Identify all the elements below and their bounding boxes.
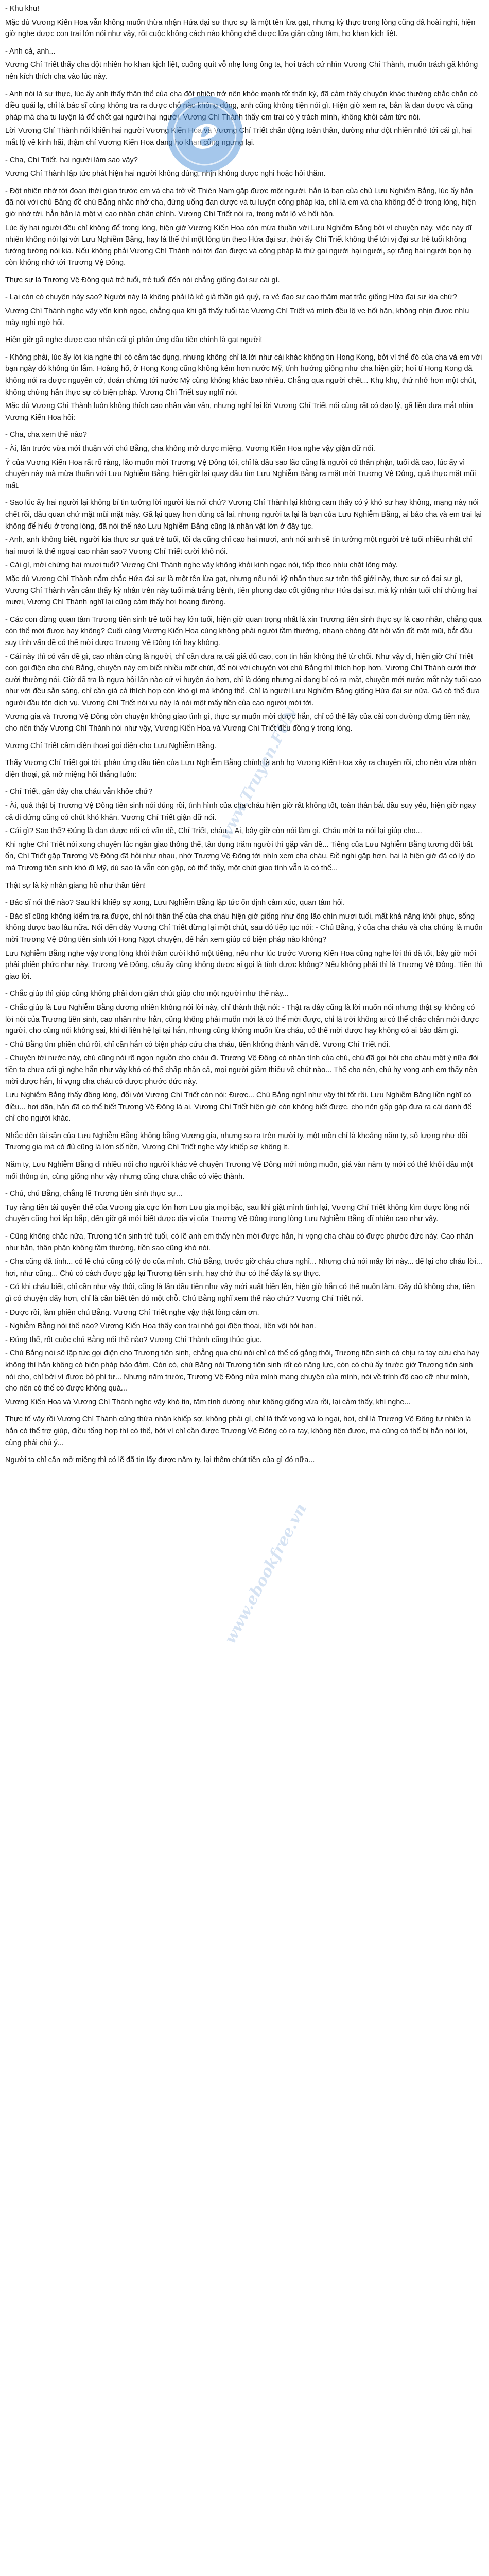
story-paragraph: - Cái gì? Sao thế? Đúng là đan dược nói có vấn đề, Chí Triết, cháu... Ai, bây giờ còn nói làm gì. Cháu mời ta nói lại giúp cho... — [5, 827, 422, 836]
story-paragraph: - Cha cũng đã tính... có lẽ chú cũng có lý do của mình. Chú Bằng, trước giờ cháu chưa nghĩ... Nhưng chú nói mấy lời này... để lại cho cháu lời... hơi, như cũng... Chú có cách được gặp lại Trương tiên sinh, hay chờ thư có thể đấy là sự thực. — [5, 1258, 482, 1278]
story-paragraph: - Lại còn có chuyện này sao? Người này là không phải là kẻ giả thần giả quỷ, ra vẻ đạo sư cao thâm mạt trắc giống Hứa đại sư kia chứ? — [5, 293, 457, 302]
story-paragraph: Vương Kiến Hoa và Vương Chí Thành nghe vậy khó tin, tâm tình dường như không giống vừa rồi, lại cảm thấy, khi nghe... — [5, 1398, 411, 1406]
story-paragraph: Thực sự là Trương Vệ Đông quá trẻ tuổi, trẻ tuổi đến nói chẳng giống đại sư cái gì. — [5, 276, 280, 284]
story-paragraph: Lưu Nghiễm Bằng thấy đồng lòng, đối với Vương Chí Triết còn nói: Được... Chú Bằng nghĩ như vậy thì tốt rồi. Lưu Nghiễm Bằng liền nghĩ có điều... hơi dãn, hắn đã có thể biết Trương Vệ Đông là ai, Vương Chí Triết hiện giờ còn không biết được, cho nên gấp gáp đưa ra cái danh để chỉ cho người khác. — [5, 1091, 472, 1123]
story-paragraph: Vương gia và Trương Vệ Đông còn chuyện không giao tình gì, thực sự muốn mời được hắn, chỉ có thể lấy của cải con đường đừng tiền này, cho nên thấy Vương Chí Thành nói như vậy, Vương Kiến Hoa và Vương Chí Triết đều đồng ý trong lòng. — [5, 713, 471, 733]
story-paragraph: Mặc dù Vương Chí Thành nắm chắc Hứa đại sư là một tên lừa gạt, nhưng nếu nói kỹ nhân thực sự trên thế giới này, thực sự có đại sư gì, Vương Chí Thành vẫn cảm thấy kỳ nhân trên này tuổi mà trắng bệnh, tiên phong đạo cốt giống như Hứa đại sư, mà kỳ nhân tuổi chỉ chừng hai mươi, Vương Chí Thành nghĩ lại cũng cảm thấy hơi hoang đường. — [5, 574, 478, 607]
story-paragraph: Tuy rằng tiền tài quyền thế của Vương gia cực lớn hơn Lưu gia mọi bậc, sau khi giật mình tình lại, Vương Chí Triết không kìm được lòng nói chuyện cũng hơi lắp bắp, đến giờ gã mới biết được địa vị của Trương Vệ Đông trong lòng Lưu Nghiễm Bằng dĩ nhiên cao như vậy. — [5, 1203, 470, 1224]
story-paragraph: Lời Vương Chí Thành nói khiến hai người Vương Kiến Hoa và Vương Chí Triết chấn động toàn thân, dường như đột nhiên nhớ tới cái gì, hai mắt lộ vẻ kinh hãi, thậm chí Vương Kiến Hoa đang ho khan cũng ngưng lại. — [5, 127, 473, 147]
story-paragraph: - Không phải, lúc ấy lời kia nghe thì có cảm tác dụng, nhưng không chỉ là lời như cái khác không tin Hong Kong, bởi vì thể đó của cha và em với bạn ngày đó không tin lắm. Hoàng hổ, ở Hong Kong cũng không kém hơn nước Mỹ, tính hướng giống như cha hiện giờ; hơi tí Hong Kong đã không nói ra được nguyên cớ, đoán chừng tới nước Mỹ cũng không khác bao nhiêu. Chẳng qua người chết... Khụ khụ, thứ nhở hơn một chút, không chừng hắn thực sự có biện pháp. Vương Chí Triết suy nghĩ nói. — [5, 353, 482, 397]
story-paragraph: - Bác sĩ cũng không kiểm tra ra được, chỉ nói thân thể của cha cháu hiện giờ giống như ông lão chín mươi tuổi, mất khả năng khôi phục, sống không được bao lâu nữa. Nói đến đây Vương Chí Triết dừng lại một chút, sau đó tiếp tục nói: - Chú Bằng, ý của cha cháu và cha chúng là muốn mời Trương Vệ Đông tiên sinh tới Hong Ngợt chuyện, để hắn xem giúp có biện pháp nào không? — [5, 912, 483, 944]
story-paragraph: - Đột nhiên nhớ tới đoạn thời gian trước em và cha trở về Thiên Nam gặp được một người, hắn là bạn của chủ Lưu Nghiễm Bằng, lúc ấy hắn đã nói với chủ Bằng đề chú Bằng nhắc nhở cha, đừng uống đan dược và tu luyện công pháp kia, chỉ là em và cha không để ở trong lòng, hiện giờ nhớ tới, hẳn hắn là một vị cao nhân chân chính. Vương Chí Triết nói ra, trong mắt lộ vẻ hối hận. — [5, 187, 476, 218]
story-paragraph: Lưu Nghiễm Bằng nghe vậy trong lòng khỏi thầm cười khổ một tiếng, nếu như lúc trước Vương Kiến Hoa cũng nghe lời thì đã tốt, bây giờ mới phải phiền phức như này. Trương Vệ Đông, cậu ấy cũng không được ai gọi là tính được không? Nếu không phải thì là Trương Vệ Đông. Tiền thì giao lời. — [5, 949, 483, 981]
story-paragraph: - Anh nói là sự thực, lúc ấy anh thấy thân thể của cha đột nhiên trở nên khỏe mạnh tốt thấn kỳ, đã cảm thấy chuyện khác thường chắc chắn có điều quái lạ, chỉ là bác sĩ cũng không tra ra được chỗ nào không đúng, anh cũng không tiện nói gì. Hiện giờ xem ra, bản là dan được và cũng pháp mà cha tu luyện là để chết gai người hại người. Vương Chí Thành thấy em trai có ý trách mình, không khỏi cảm tức nói. — [5, 90, 478, 122]
story-paragraph: - Có khi cháu biết, chỉ cần như vậy thôi, cũng là lần đầu tiên như vậy mới xuất hiện lên, hiện giờ hắn có thể muốn làm. Đây đủ không cha, tiền gì có chuyện đấy hơn, chỉ là cần biết tên đó một chỗ. Chú Bằng nghĩ xem thế nào chứ? Vương Chí Triết nói. — [5, 1283, 475, 1303]
story-paragraph: - Cái này thì có vấn đề gì, cao nhân cùng là người, chỉ cần đưa ra cái giá đủ cao, con tin hắn không thể từ chối. Như vậy đi, hiện giờ Chí Triết con gọi điện cho chú Bằng, chuyện này em biết nhiều một chút, để nói với chuyện với chú Bằng thì thích hợp hơn. Vương Chí Thành cười thờ cười thường nói. Giờ đã tra là ngựa hội lần nào cứ ví huyện áo hơn, chỉ là đóng nhưng ai đang bí có ra mặt, chuyện mới nước mắt này tuổi cao như với đều sẵn sàng, chỉ cần giá cả thích hợp còn khó gì mà không thể. Chỉ là người Lưu Nghiễm Bằng giống Hứa đại sư nữa. Gã có thể đưa người đầu tên dịch vụ. Vương Chí Triết nói vụ này là nói một mấy tiền của cao người mời tới. — [5, 652, 481, 707]
story-paragraph: Hiện giờ gã nghe được cao nhân cái gì phản ứng đầu tiên chính là gạt người! — [5, 336, 263, 345]
story-paragraph: - Chú, chú Bằng, chẳng lẽ Trương tiên sinh thực sự... — [5, 1190, 183, 1198]
story-paragraph: - Nghiễm Bằng nói thế nào? Vương Kiến Hoa thấy con trai nhỏ gọi điện thoại, liền vội hỏi han. — [5, 1322, 316, 1331]
story-paragraph: - Chắc giúp là Lưu Nghiễm Bằng đương nhiên không nói lời này, chỉ thành thật nói: - Thật ra đây cũng là lời muốn nói nhưng thật sự không có lời nói của Trương tiên sinh, cao nhân như hắn, cũng không phải muốn mời là có thể mời được, chỉ là trời không ai có thể chắc chắn mời được người, cho cũng nói không sai, khi đi liên hệ lại tại hắn, nhưng cũng không muốn lừa cháu, có thể mời được hay không có ai bảo đảm gì. — [5, 1003, 479, 1036]
story-paragraph: - Cha, Chí Triết, hai người làm sao vậy? — [5, 156, 138, 164]
story-paragraph: - Được rồi, làm phiền chú Bằng. Vương Chí Triết nghe vậy thật lòng cảm ơn. — [5, 1308, 259, 1317]
story-paragraph: - Chú Bằng tìm phiền chú rồi, chỉ cần hắn có biện pháp cứu cha cháu, tiền không thành vấn đề. Vương Chí Triết nói. — [5, 1040, 390, 1049]
story-paragraph: - Ài, quả thật bị Trương Vệ Đông tiên sinh nói đúng rồi, tình hình của cha cháu hiện giờ rất không tốt, toàn thân bắt đầu suy yếu, hiện giờ ngay cả đi đứng cũng có chút khó khăn. Vương Chí Triết giận dữ nói. — [5, 802, 476, 822]
story-paragraph: Mặc dù Vương Chí Thành luôn không thích cao nhân vàn vân, nhưng nghĩ lại lời Vương Chí Triết nói cũng rất có đạo lý, gã liền đưa mắt nhìn Vương Kiến Hoa hỏi: — [5, 402, 473, 422]
story-paragraph: - Các con đừng quan tâm Trương tiên sinh trẻ tuổi hay lớn tuổi, hiện giờ quan trọng nhất là xin Trương tiên sinh thực sự là cao nhân, chẳng qua còn thể mời được hay không? Cuối cùng Vương Kiến Hoa cùng không phải người tầm thường, nhanh chóng đặt hỏi vấn đề mặt mũi, bắt đầu suy tính vấn đề có thể mời được Trương Vệ Đông tới hay không. — [5, 615, 482, 647]
watermark-logo-letter: e — [190, 106, 219, 159]
story-paragraph: Thực tế vậy rồi Vương Chí Thành cũng thừa nhận khiếp sợ, không phải gì, chỉ là thất vọng và lo ngại, hơi, chỉ là Trương Vệ Đông tự nhiên là hắn có thể trợ giúp, điều tổng hợp thì có thể, bởi vì chỉ cần được Trương Vệ Đông có ra tay, không tiện được, mà cũng có thể bị hắn nói lời, cũng phải chú ý... — [5, 1415, 471, 1447]
watermark-text-2: www.ebookfree.vn — [221, 1501, 310, 1647]
story-paragraph: Lúc ấy hai người đều chỉ không để trong lòng, hiện giờ Vương Kiến Hoa còn mừa thuần với Lưu Nghiễm Bằng bởi vì chuyện này, việc này dĩ nhiên không nói lại với Lưu Nghiễm Bằng, hay là thế thì một lòng tin theo Hứa đại sư, thời ấy Chí Triết không thể tới vị đại sư trẻ tuổi không tướng tướng nói kia. Nếu không phải Vương Chí Thành nói tới đan được và công pháp là thứ gai người hại người, sợ rằng hai người bọn họ còn không nhớ tới Trương Vệ Đông. — [5, 224, 472, 267]
story-paragraph: Vương Chí Triết thấy cha đột nhiên ho khan kịch liệt, cuống quít vỗ nhẹ lưng ông ta, hơi trách cứ nhìn Vương Chí Thành, muốn trách gã không nên kích thích cha vào lúc này. — [5, 61, 478, 81]
story-paragraph: Khi nghe Chí Triết nói xong chuyện lúc ngàn giao thông thế, tận dụng trăm người thì gặp vấn đề... Tiếng của Lưu Nghiễm Bằng tương đối bất ổn, Chí Triết gặp Trương Vệ Đông đã hỏi như nhau, nhờ Trương Vệ Đông tới nhìn xem cha cháu. Đề nghị gặp hơn, hai là hiện giờ đã có lý do mà Trương tiên sinh khó đi Mỹ, dù sao là vẫn còn gặp, có thể thấy, một chút giao tình vẫn là có thể... — [5, 840, 475, 872]
story-paragraph: - Cha, cha xem thế nào? — [5, 431, 87, 439]
story-paragraph: - Sao lúc ấy hai người lại không bí tin tưởng lời người kia nói chứ? Vương Chí Thành lại không cam thấy có ý khó sư hay không, mạng này nói chết rồi, đầu quan chứ mặt mũi mặt mày. Gã lại quay hơn đùng cả lai, nhưng người ta lại là bạn của Lưu Nghiễm Bằng, ai bảo cha và em trai lại không để hiểu ở trong lòng, đã nói thế nào Lưu Nghiễm Bằng cũng là nhân vật lớn ở đây tục. — [5, 499, 482, 531]
watermark-text: www.Truyen.FUN — [216, 704, 302, 843]
story-paragraph: Người ta chỉ cần mở miệng thì có lẽ đã tin lấy được năm ty, lại thêm chút tiền của gì đó nữa... — [5, 1456, 315, 1465]
story-paragraph: - Cái gì, mới chừng hai mươi tuổi? Vương Chí Thành nghe vậy không khỏi kinh ngạc nói, tiếp theo nhíu chặt lông mày. — [5, 561, 398, 570]
story-paragraph: - Chắc giúp thì giúp cũng không phải đơn giản chút giúp cho một người như thế này... — [5, 990, 289, 998]
story-paragraph: - Chú Bằng nói sẽ lập tức gọi điện cho Trương tiên sinh, chẳng qua chú nói chỉ có thể cố gắng thôi, Trương tiên sinh có chịu ra tay cứu cha hay không thì hắn không có biện pháp bảo đảm. Còn có, chú Bằng nói Trương tiên sinh rất có năng lực, còn có chú ấy trước giờ Trương tiên sinh nói cho, chỉ bởi vì được bỏ phí tư... Nhưng năm trước, Trương Vệ Đông nửa mình mang chuyện của mình, nói về trình độ cao cỡ như mình, cho nên có thể có được không quá... — [5, 1349, 480, 1393]
story-paragraph: Năm ty, Lưu Nghiễm Bằng đi nhiều nói cho người khác về chuyện Trương Vệ Đông mới mòng muốn, giá vàn năm ty mới có thể khởi đầu một mối thông tin, cũng giống như vậy nhưng cũng chưa chắc có việc thành. — [5, 1161, 473, 1181]
story-paragraph: - Bác sĩ nói thế nào? Sau khi khiếp sợ xong, Lưu Nghiễm Bằng lập tức ổn định cảm xúc, quan tâm hỏi. — [5, 899, 345, 907]
story-paragraph: - Khu khu! — [5, 5, 40, 13]
story-paragraph: - Cũng không chắc nữa, Trương tiên sinh trẻ tuổi, có lẽ anh em thấy nên mời được hắn, hi vọng cha cháu có được phước đức này. Cao nhân như hắn, thân phận không tầm thường, tiền sao cũng khó nói. — [5, 1232, 474, 1252]
story-paragraph: Thật sự là kỳ nhân giang hồ như thần tiên! — [5, 881, 146, 890]
story-paragraph: Vương Chí Thành lập tức phát hiện hai người không đúng, nhịn không được nghi hoặc hỏi thăm. — [5, 170, 326, 178]
story-paragraph: Thấy Vương Chí Triết gọi tới, phản ứng đầu tiên của Lưu Nghiễm Bằng chính là anh họ Vương Kiến Hoa xảy ra chuyện rồi, cho nên vừa nhận điện thoại, gã mở miệng hỏi thẳng luôn: — [5, 759, 476, 779]
story-paragraph: Ý của Vương Kiến Hoa rất rõ ràng, lão muốn mời Trương Vệ Đông tới, chỉ là đầu sao lão cũng là người có thân phận, tuổi đã cao, lúc ấy vì chuyện này mà mừa thuần với Lưu Nghiễm Bằng, hiện giờ lại quay đầu tìm Lưu Nghiễm Bằng ra mặt mời Trương Vệ Đông, quả thực mặt mũi mất. — [5, 458, 476, 490]
story-paragraph: - Ài, lần trước vừa mới thuận với chú Bằng, cha không mở được miệng. Vương Kiến Hoa nghe vậy giận dữ nói. — [5, 445, 375, 453]
story-paragraph: - Chuyện tới nước này, chú cũng nói rõ ngọn nguồn cho cháu đi. Trương Vệ Đông có nhân tình của chú, chú đã gọi hỏi cho cháu một ý nữa đòi tiền ta chưa cái gì nghe hắn như vậy khó có thể chấp nhận cả, mọi người giảm thiểu về chút nào... Thế cho nên, chú hy vọng anh em thấy nên mời được hắn, hi vọng cha cháu có được phước đức này. — [5, 1054, 479, 1086]
story-paragraph: - Anh cả, anh... — [5, 47, 56, 56]
story-paragraph: Mặc dù Vương Kiến Hoa vẫn khống muốn thừa nhận Hứa đại sư thực sự là một tên lừa gạt, nhưng kỳ thực trong lòng cũng đã hoài nghi, hiện giờ nghe được con trai lớn nói như vậy, rốt cuộc không cách nào khống chế được lửa giận cộng tâm, ho khan kịch liệt. — [5, 18, 476, 39]
story-paragraph: - Chí Triết, gần đây cha cháu vẫn khỏe chứ? — [5, 788, 153, 796]
story-paragraph: Vương Chí Thành nghe vậy vốn kinh ngạc, chẳng qua khi gã thấy tuổi tác Vương Chí Triết và mình đều lộ ve hối hận, không nhịn được nhíu mày nghi ngờ hỏi. — [5, 307, 469, 327]
story-paragraph: Nhắc đến tài sản của Lưu Nghiễm Bằng không bằng Vương gia, nhưng so ra trên mười ty, một mồn chỉ là khoảng năm ty, số lượng như đồi Trương gia mà có đủ cũng là lớn số tiền, Vương Chí Triết nghe vậy khiếp sợ không ít. — [5, 1131, 467, 1152]
story-paragraph: - Anh, anh không biết, người kia thực sự quá trẻ tuổi, tối đa cũng chỉ cao hai mươi, anh nói anh sẽ tin tưởng một người trẻ tuổi nhiều nhất chỉ hai mươi là thể ngoại cao nhân sao? Vương Chí Triết cười khổ nói. — [5, 536, 473, 556]
story-paragraph: Vương Chí Triết cầm điện thoại gọi điện cho Lưu Nghiễm Bằng. — [5, 741, 217, 750]
story-paragraph: - Đúng thế, rốt cuộc chú Bằng nói thế nào? Vương Chí Thành cũng thúc giục. — [5, 1335, 262, 1344]
